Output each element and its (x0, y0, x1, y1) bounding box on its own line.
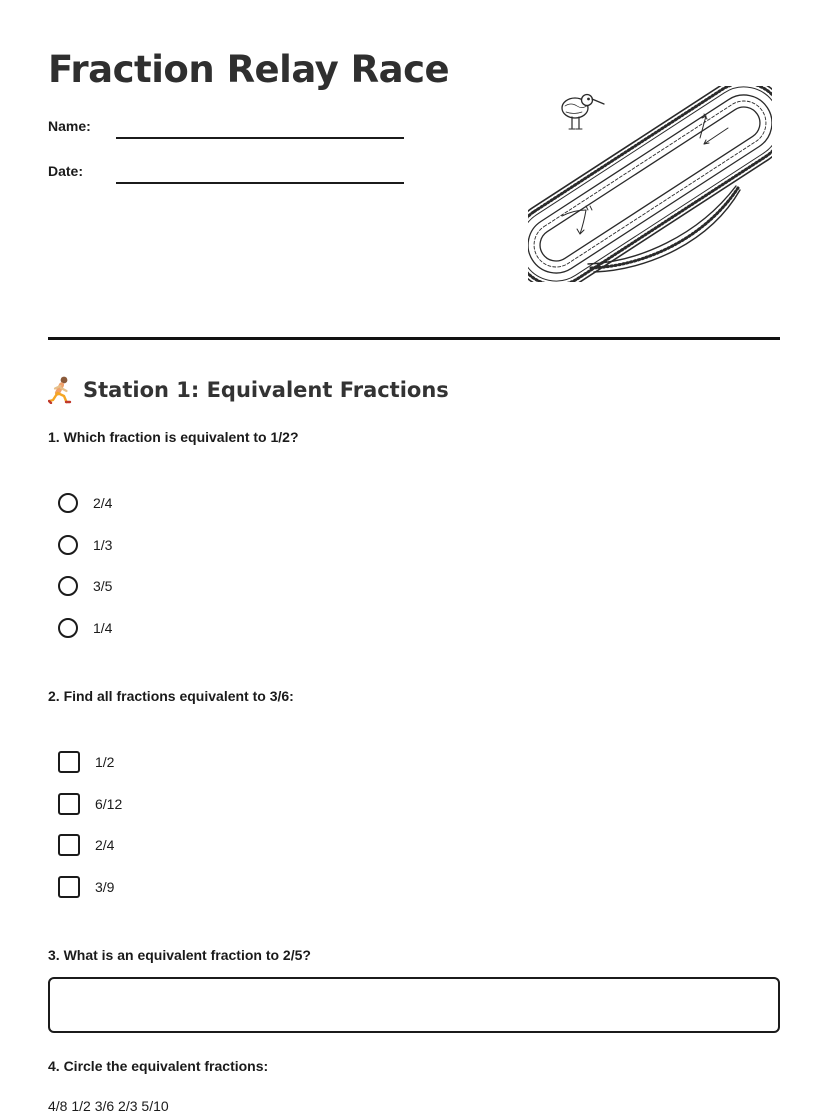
checkbox[interactable] (58, 751, 80, 773)
q4-fraction-list[interactable]: 4/8 1/2 3/6 2/3 5/10 (48, 1098, 169, 1114)
q2-option-4[interactable] (58, 875, 114, 899)
date-label: Date: (48, 163, 84, 179)
q1-option-4[interactable] (58, 616, 112, 640)
name-label: Name: (48, 118, 91, 134)
q1-option-3[interactable] (58, 574, 112, 598)
name-field[interactable] (48, 118, 408, 142)
question-2: 2. Find all fractions equivalent to 3/6: (48, 688, 294, 704)
race-track-illustration (528, 86, 772, 282)
q2-option-2[interactable] (58, 792, 122, 816)
question-3: 3. What is an equivalent fraction to 2/5? (48, 947, 311, 963)
section-divider (48, 337, 780, 340)
date-field[interactable] (48, 163, 408, 187)
q3-answer-box[interactable] (48, 977, 780, 1033)
radio-button[interactable] (58, 493, 78, 513)
option-label: 1/3 (93, 537, 113, 553)
option-label: 3/5 (93, 578, 113, 594)
station-heading (48, 374, 449, 406)
radio-button[interactable] (58, 535, 78, 555)
q2-option-3[interactable] (58, 833, 114, 857)
q2-option-1[interactable] (58, 750, 114, 774)
option-label: 6/12 (95, 796, 123, 812)
station-title: Station 1: Equivalent Fractions (83, 378, 449, 402)
question-1: 1. Which fraction is equivalent to 1/2? (48, 429, 299, 445)
radio-button[interactable] (58, 618, 78, 638)
q1-option-2[interactable] (58, 533, 112, 557)
name-line[interactable] (116, 137, 404, 139)
checkbox[interactable] (58, 876, 80, 898)
checkbox[interactable] (58, 834, 80, 856)
date-line[interactable] (116, 182, 404, 184)
worksheet-title: Fraction Relay Race (48, 48, 450, 91)
option-label: 1/4 (93, 620, 113, 636)
option-label: 3/9 (95, 879, 115, 895)
option-label: 2/4 (93, 495, 113, 511)
option-label: 2/4 (95, 837, 115, 853)
option-label: 1/2 (95, 754, 115, 770)
question-4: 4. Circle the equivalent fractions: (48, 1058, 269, 1074)
radio-button[interactable] (58, 576, 78, 596)
runner-icon (48, 376, 74, 404)
checkbox[interactable] (58, 793, 80, 815)
q1-option-1[interactable] (58, 491, 112, 515)
